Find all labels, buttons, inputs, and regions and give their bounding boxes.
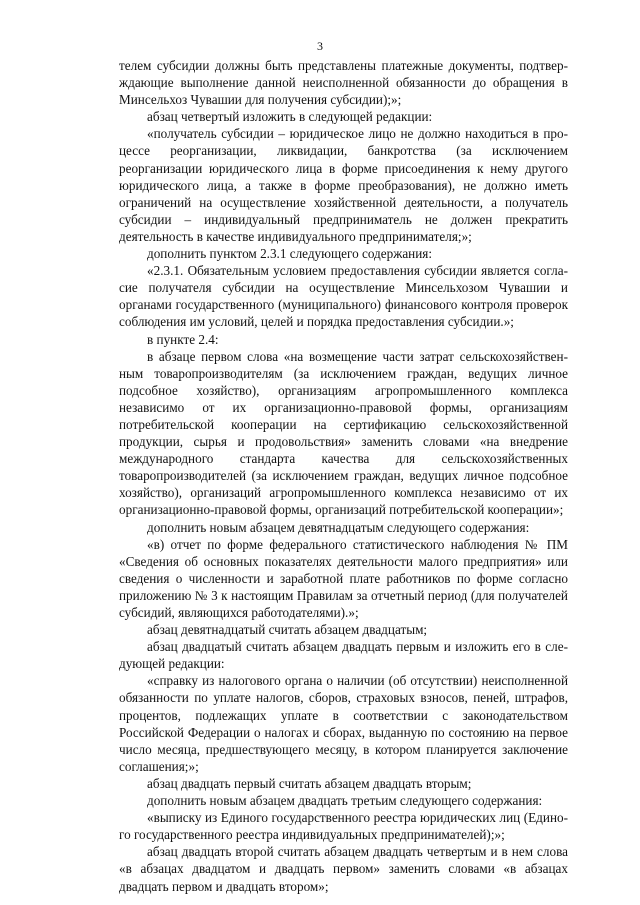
paragraph: абзац двадцать первый считать абзацем двадцать вторым; [147, 775, 472, 791]
paragraph: в абзаце первом слова «на возмещение части затрат сельскохозяйственным товаропроизводителям (за исключением граждан, ведущих личное подсобное хозяйство), организациям агропромышленного комплекса независимо от их организационно-правовой формы, организациям потребительской кооперации на сертификацию сельскохозяйственной продукции, сырья и продовольствия» заменить словами «на внедрение международного стандарта качества для сельскохозяйственных товаропроизводителей (за исключением граждан, ведущих личное подсобное хозяйство), организаций агропромышленного комплекса независимо от их организационно-правовой формы, организаций потребительской кооперации»; [119, 348, 568, 518]
document-body [119, 57, 568, 895]
paragraph: абзац девятнадцатый считать абзацем двадцатым; [147, 622, 428, 638]
paragraph: в пункте 2.4: [147, 331, 219, 347]
paragraph: телем субсидии должны быть представлены платежные документы, подтверждающие выполнение данной неисполненной обязанности до обращения в Минсельхоз Чувашии для получения субсидии);»; [119, 58, 568, 108]
paragraph: дополнить новым абзацем девятнадцатым следующего содержания: [147, 519, 530, 535]
paragraph: «выписку из Единого государственного реестра юридических лиц (Единого государственного реестра индивидуальных предпринимателей);»; [119, 810, 568, 843]
paragraph: «получатель субсидии – юридическое лицо не должно находиться в процессе реорганизации, ликвидации, банкротства (за исключением реорганизации юридического лица в форме присоединения к нему другого юридического лица, а также в форме преобразования), не должно иметь ограничений на осуществление хозяйственной деятельности, а получатель субсидии – индивидуальный предприниматель не должен прекратить деятельность в качестве индивидуального предпринимателя;»; [119, 126, 568, 244]
paragraph: абзац двадцать второй считать абзацем двадцать четвертым и в нем слова «в абзацах двадцатом и двадцать первом» заменить словами «в абзацах двадцать первом и двадцать втором»; [119, 844, 568, 894]
paragraph: дополнить новым абзацем двадцать третьим следующего содержания: [147, 793, 543, 809]
paragraph: абзац двадцатый считать абзацем двадцать первым и изложить его в следующей редакции: [119, 639, 568, 672]
paragraph: дополнить пунктом 2.3.1 следующего содержания: [147, 246, 433, 262]
paragraph: абзац четвертый изложить в следующей редакции: [147, 109, 433, 125]
paragraph: «2.3.1. Обязательным условием предоставления субсидии является согласие получателя субсидии на осуществление Минсельхозом Чувашии и органами государственного (муниципального) финансового контроля проверок соблюдения им условий, целей и порядка предоставления субсидии.»; [119, 263, 568, 330]
paragraph: «в) отчет по форме федерального статистического наблюдения № ПМ «Сведения об основных показателях деятельности малого предприятия» или сведения о численности и заработной плате работников по форме согласно приложению № 3 к настоящим Правилам за отчетный период (для получателей субсидий, являющихся работодателями).»; [119, 536, 568, 620]
paragraph: «справку из налогового органа о наличии (об отсутствии) неисполненной обязанности по уплате налогов, сборов, страховых взносов, пеней, штрафов, процентов, подлежащих уплате в соответствии с законодательством Российской Федерации о налогах и сборах, выданную по состоянию на первое число месяца, предшествующего месяцу, в котором планируется заключение соглашения;»; [119, 673, 568, 774]
page-number: 3 [317, 39, 323, 53]
